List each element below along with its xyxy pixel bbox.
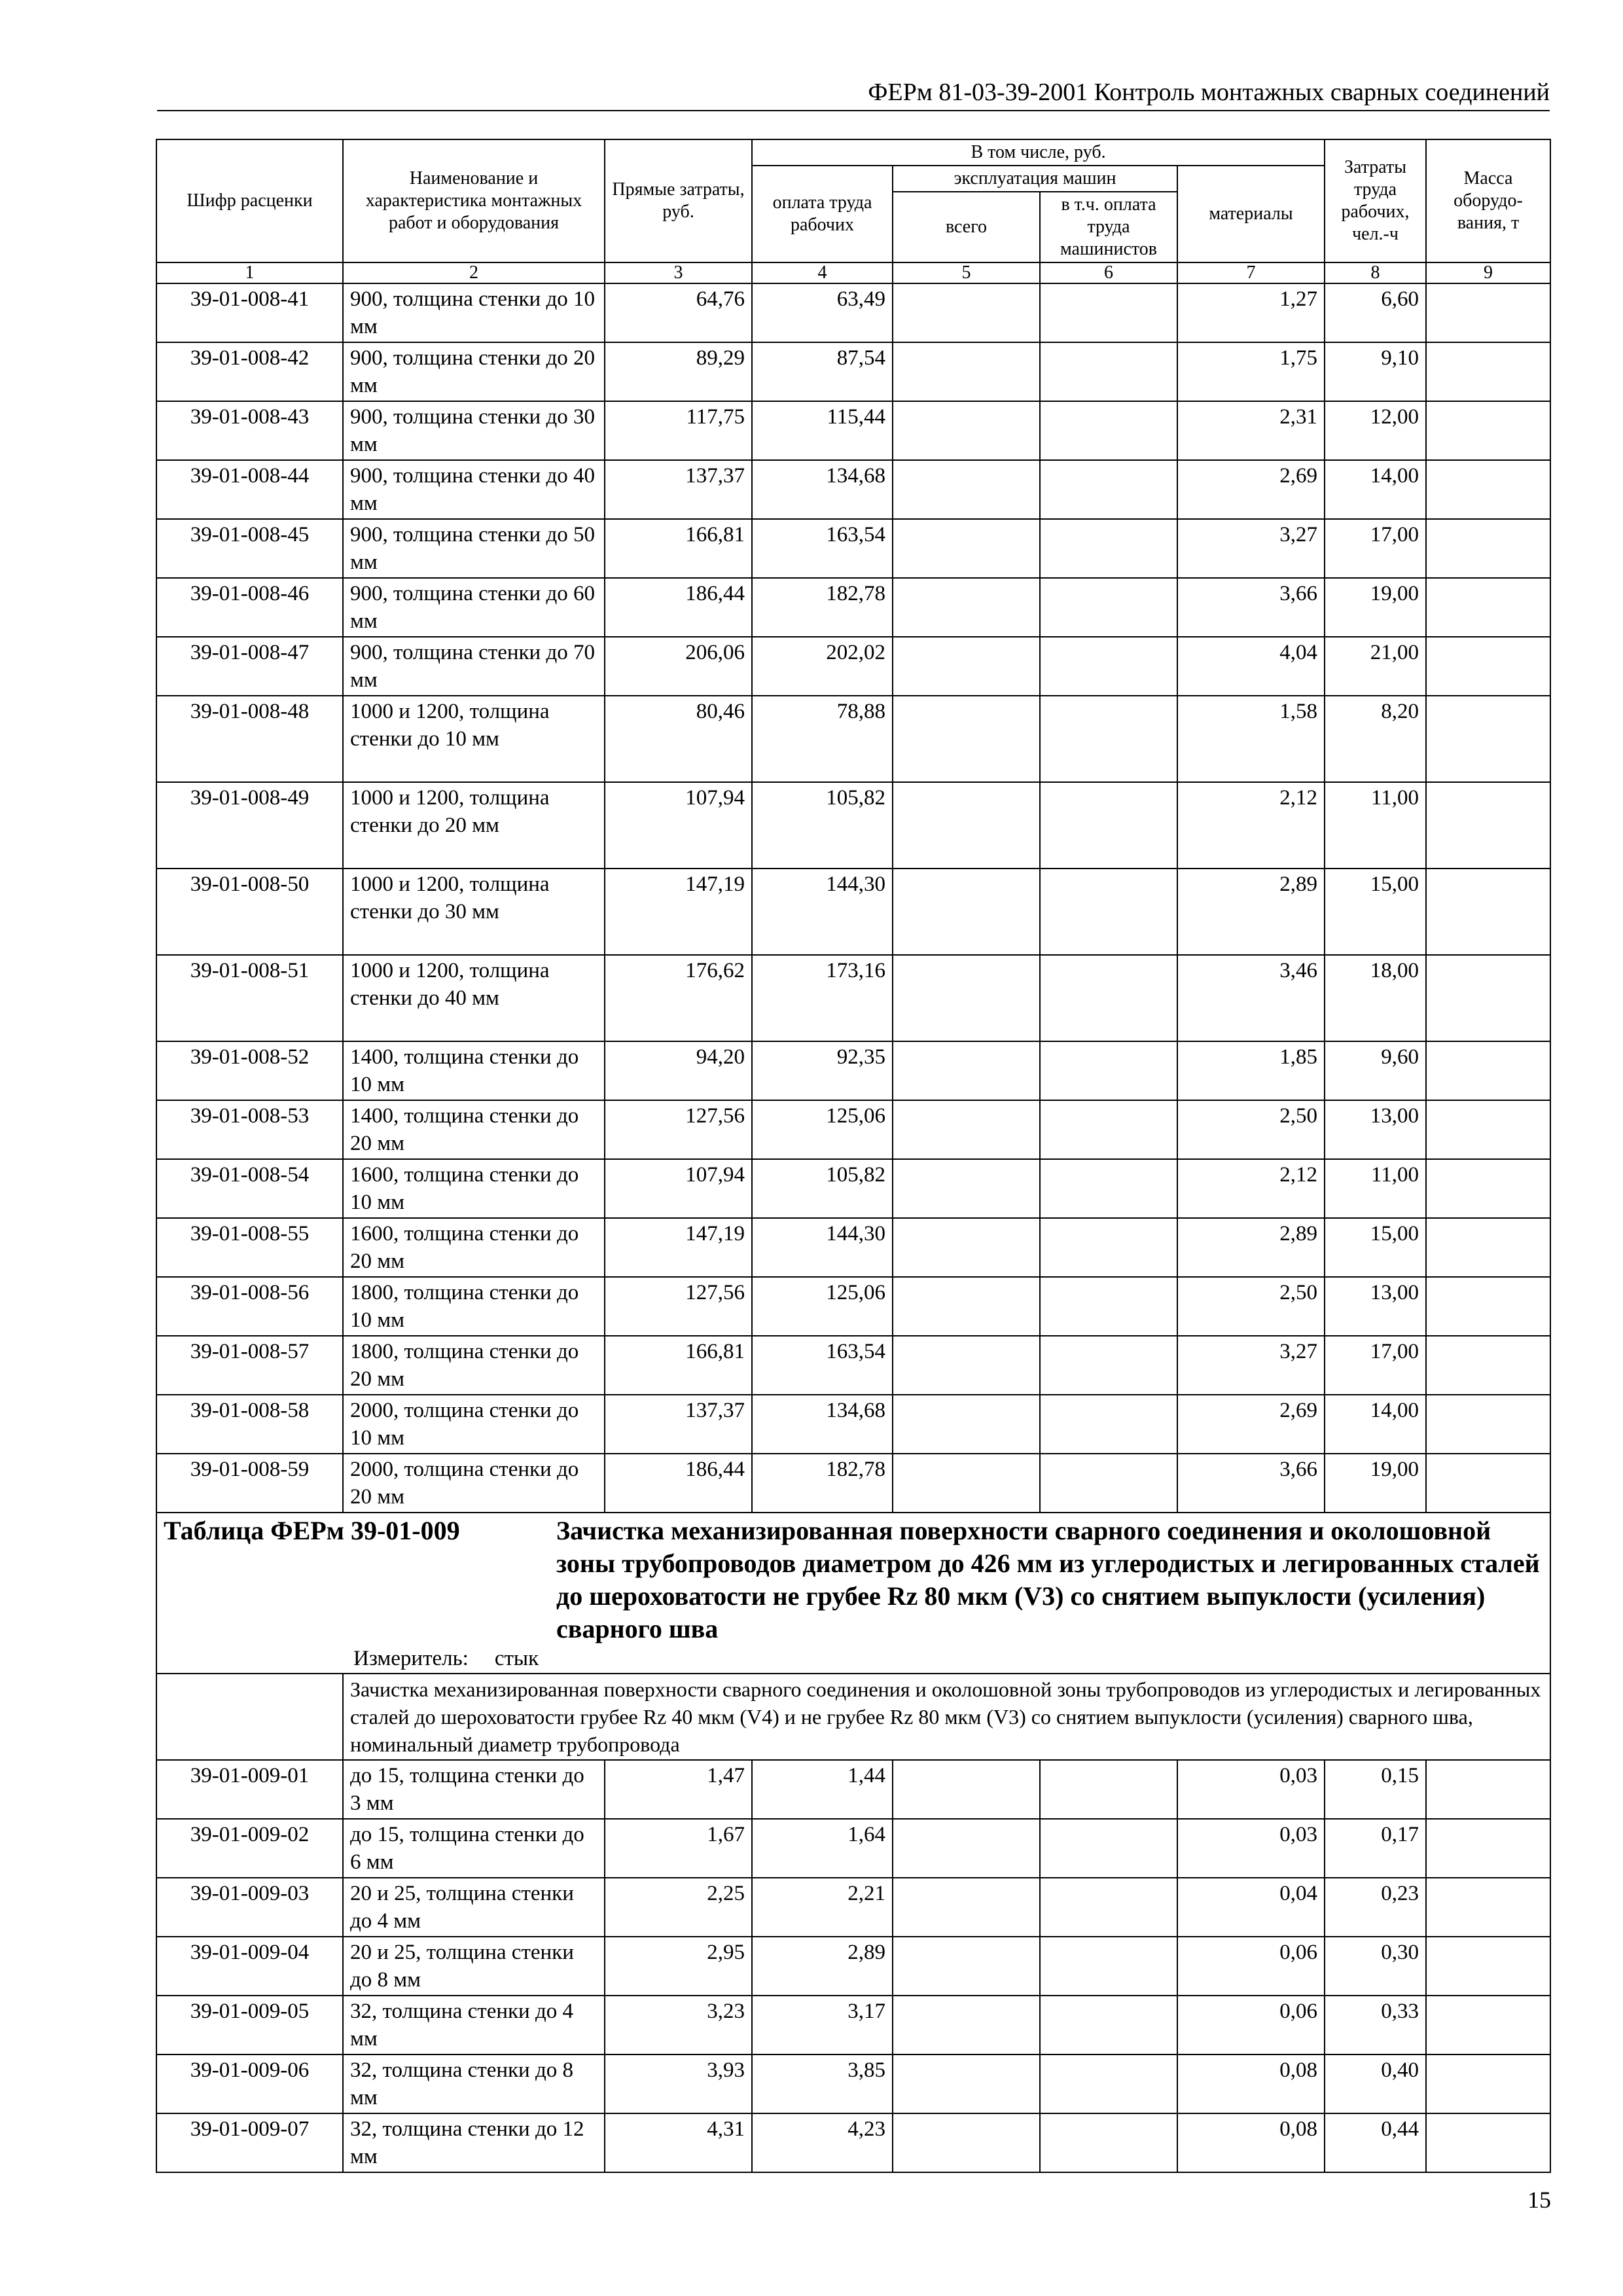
table-009-heading: [156, 1513, 1550, 1760]
labor-hours: 0,40: [1325, 2054, 1426, 2113]
work-name: до 15, толщина стенки до 3 мм: [343, 1760, 605, 1819]
materials: 3,66: [1177, 1454, 1325, 1513]
work-name: 1000 и 1200, толщина стенки до 10 мм: [343, 696, 605, 782]
equipment-mass: [1426, 578, 1550, 637]
rate-code: 39-01-008-47: [156, 637, 343, 696]
equipment-mass: [1426, 1041, 1550, 1100]
labor-hours: 14,00: [1325, 460, 1426, 519]
direct-costs: 206,06: [605, 637, 752, 696]
machine-total: [893, 1819, 1040, 1878]
work-name: 900, толщина стенки до 40 мм: [343, 460, 605, 519]
rate-code: 39-01-008-44: [156, 460, 343, 519]
materials: 2,69: [1177, 1395, 1325, 1454]
work-name: 1600, толщина стенки до 20 мм: [343, 1218, 605, 1277]
rate-code: 39-01-008-48: [156, 696, 343, 782]
machine-total: [893, 637, 1040, 696]
column-number: 6: [1040, 262, 1177, 283]
equipment-mass: [1426, 1996, 1550, 2054]
machine-labor: [1040, 1996, 1177, 2054]
page-number: 15: [1527, 2187, 1551, 2213]
direct-costs: 64,76: [605, 283, 752, 342]
materials: 3,66: [1177, 578, 1325, 637]
materials: 2,12: [1177, 782, 1325, 869]
labor-hours: 19,00: [1325, 1454, 1426, 1513]
equipment-mass: [1426, 460, 1550, 519]
direct-costs: 166,81: [605, 1336, 752, 1395]
direct-costs: 1,67: [605, 1819, 752, 1878]
labor-pay: 3,85: [752, 2054, 893, 2113]
work-name: 900, толщина стенки до 30 мм: [343, 401, 605, 460]
materials: 2,50: [1177, 1277, 1325, 1336]
machine-total: [893, 1760, 1040, 1819]
work-name: 900, толщина стенки до 20 мм: [343, 342, 605, 401]
labor-pay: 92,35: [752, 1041, 893, 1100]
column-number: 8: [1325, 262, 1426, 283]
table-row: [156, 578, 1550, 637]
header-code: Шифр расценки: [156, 139, 343, 262]
materials: 4,04: [1177, 637, 1325, 696]
labor-pay: 134,68: [752, 460, 893, 519]
column-number: 1: [156, 262, 343, 283]
rate-code: 39-01-008-50: [156, 869, 343, 955]
labor-pay: 115,44: [752, 401, 893, 460]
table-row: [156, 1454, 1550, 1513]
machine-total: [893, 1159, 1040, 1218]
machine-labor: [1040, 955, 1177, 1041]
direct-costs: 107,94: [605, 1159, 752, 1218]
labor-hours: 15,00: [1325, 869, 1426, 955]
work-name: 900, толщина стенки до 10 мм: [343, 283, 605, 342]
machine-labor: [1040, 1336, 1177, 1395]
table-row: [156, 1395, 1550, 1454]
header-labor-cost: Затраты труда рабочих, чел.-ч: [1325, 139, 1426, 262]
labor-pay: 144,30: [752, 869, 893, 955]
table-row: [156, 955, 1550, 1041]
table-row: [156, 2054, 1550, 2113]
materials: 2,89: [1177, 1218, 1325, 1277]
direct-costs: 137,37: [605, 1395, 752, 1454]
rate-code: 39-01-008-49: [156, 782, 343, 869]
equipment-mass: [1426, 1159, 1550, 1218]
machine-total: [893, 696, 1040, 782]
labor-pay: 144,30: [752, 1218, 893, 1277]
labor-hours: 14,00: [1325, 1395, 1426, 1454]
direct-costs: 176,62: [605, 955, 752, 1041]
table-009-id: Таблица ФЕРм 39-01-009: [164, 1516, 460, 1545]
materials: 2,31: [1177, 401, 1325, 460]
labor-hours: 13,00: [1325, 1277, 1426, 1336]
table-row: [156, 696, 1550, 782]
table-row: [156, 1937, 1550, 1996]
materials: 0,06: [1177, 1996, 1325, 2054]
equipment-mass: [1426, 955, 1550, 1041]
direct-costs: 186,44: [605, 578, 752, 637]
work-name: 1800, толщина стенки до 20 мм: [343, 1336, 605, 1395]
equipment-mass: [1426, 283, 1550, 342]
subcaption-code-cell: [156, 1674, 343, 1760]
work-name: 2000, толщина стенки до 20 мм: [343, 1454, 605, 1513]
table-009-caption: Зачистка механизированная поверхности сварного соединения и околошовной зоны трубопроводов диаметром до 426 мм из углеродистых и легированных сталей до шероховатости не грубее Rz 80 мкм (V3) со снятием выпуклости (усиления) сварного шва: [556, 1516, 1540, 1643]
table-009-subcaption: Зачистка механизированная поверхности сварного соединения и околошовной зоны трубопроводов из углеродистых и легированных сталей до шероховатости грубее Rz 40 мкм (V4) и не грубее Rz 80 мкм (V3) со снятием выпуклости (усиления) сварного шва, номинальный диаметр трубопровода: [343, 1674, 1550, 1760]
machine-labor: [1040, 1395, 1177, 1454]
machine-labor: [1040, 1454, 1177, 1513]
rates-table: [156, 139, 1551, 2173]
direct-costs: 127,56: [605, 1100, 752, 1159]
table-row: [156, 637, 1550, 696]
equipment-mass: [1426, 1336, 1550, 1395]
labor-pay: 125,06: [752, 1277, 893, 1336]
rate-code: 39-01-008-46: [156, 578, 343, 637]
machine-labor: [1040, 283, 1177, 342]
equipment-mass: [1426, 1277, 1550, 1336]
labor-pay: 2,21: [752, 1878, 893, 1937]
labor-pay: 4,23: [752, 2113, 893, 2172]
work-name: до 15, толщина стенки до 6 мм: [343, 1819, 605, 1878]
materials: 0,08: [1177, 2054, 1325, 2113]
labor-hours: 0,30: [1325, 1937, 1426, 1996]
column-number: 4: [752, 262, 893, 283]
equipment-mass: [1426, 696, 1550, 782]
rate-code: 39-01-008-43: [156, 401, 343, 460]
machine-total: [893, 1454, 1040, 1513]
work-name: 900, толщина стенки до 50 мм: [343, 519, 605, 578]
rate-code: 39-01-008-56: [156, 1277, 343, 1336]
machine-labor: [1040, 696, 1177, 782]
labor-pay: 78,88: [752, 696, 893, 782]
materials: 3,27: [1177, 1336, 1325, 1395]
table-row: [156, 1218, 1550, 1277]
labor-hours: 17,00: [1325, 519, 1426, 578]
labor-hours: 9,10: [1325, 342, 1426, 401]
machine-labor: [1040, 1218, 1177, 1277]
labor-hours: 9,60: [1325, 1041, 1426, 1100]
machine-total: [893, 1395, 1040, 1454]
header-machine-total: всего: [893, 192, 1040, 262]
unit-label: Измеритель:: [353, 1647, 469, 1670]
labor-hours: 11,00: [1325, 782, 1426, 869]
equipment-mass: [1426, 1218, 1550, 1277]
materials: 0,03: [1177, 1760, 1325, 1819]
labor-pay: 105,82: [752, 782, 893, 869]
machine-total: [893, 1937, 1040, 1996]
table-row: [156, 342, 1550, 401]
labor-pay: 182,78: [752, 578, 893, 637]
table-row: [156, 519, 1550, 578]
materials: 1,58: [1177, 696, 1325, 782]
labor-pay: 125,06: [752, 1100, 893, 1159]
column-number: 7: [1177, 262, 1325, 283]
table-row: [156, 460, 1550, 519]
labor-pay: 87,54: [752, 342, 893, 401]
equipment-mass: [1426, 1937, 1550, 1996]
work-name: 1400, толщина стенки до 10 мм: [343, 1041, 605, 1100]
rate-code: 39-01-009-05: [156, 1996, 343, 2054]
machine-labor: [1040, 342, 1177, 401]
labor-hours: 0,23: [1325, 1878, 1426, 1937]
labor-hours: 15,00: [1325, 1218, 1426, 1277]
table-row: [156, 1336, 1550, 1395]
labor-hours: 0,15: [1325, 1760, 1426, 1819]
rate-code: 39-01-008-42: [156, 342, 343, 401]
work-name: 900, толщина стенки до 70 мм: [343, 637, 605, 696]
labor-pay: 63,49: [752, 283, 893, 342]
work-name: 2000, толщина стенки до 10 мм: [343, 1395, 605, 1454]
equipment-mass: [1426, 2054, 1550, 2113]
running-header: ФЕРм 81-03-39-2001 Контроль монтажных сварных соединений: [157, 77, 1550, 111]
labor-hours: 8,20: [1325, 696, 1426, 782]
table-row: [156, 869, 1550, 955]
labor-hours: 0,44: [1325, 2113, 1426, 2172]
equipment-mass: [1426, 869, 1550, 955]
table-009-title-cell: [156, 1513, 1550, 1674]
labor-pay: 1,44: [752, 1760, 893, 1819]
materials: 2,50: [1177, 1100, 1325, 1159]
labor-hours: 11,00: [1325, 1159, 1426, 1218]
machine-labor: [1040, 1100, 1177, 1159]
table-row: [156, 1041, 1550, 1100]
rate-code: 39-01-009-04: [156, 1937, 343, 1996]
equipment-mass: [1426, 1760, 1550, 1819]
direct-costs: 147,19: [605, 1218, 752, 1277]
materials: 3,27: [1177, 519, 1325, 578]
labor-pay: 3,17: [752, 1996, 893, 2054]
labor-pay: 202,02: [752, 637, 893, 696]
rate-code: 39-01-009-01: [156, 1760, 343, 1819]
machine-total: [893, 1218, 1040, 1277]
direct-costs: 137,37: [605, 460, 752, 519]
labor-pay: 182,78: [752, 1454, 893, 1513]
work-name: 32, толщина стенки до 8 мм: [343, 2054, 605, 2113]
machine-total: [893, 519, 1040, 578]
equipment-mass: [1426, 1454, 1550, 1513]
machine-total: [893, 782, 1040, 869]
machine-labor: [1040, 1819, 1177, 1878]
materials: 0,08: [1177, 2113, 1325, 2172]
work-name: 900, толщина стенки до 60 мм: [343, 578, 605, 637]
direct-costs: 2,25: [605, 1878, 752, 1937]
table-row: [156, 1277, 1550, 1336]
rate-code: 39-01-008-53: [156, 1100, 343, 1159]
work-name: 1000 и 1200, толщина стенки до 40 мм: [343, 955, 605, 1041]
labor-hours: 12,00: [1325, 401, 1426, 460]
direct-costs: 4,31: [605, 2113, 752, 2172]
rate-code: 39-01-009-02: [156, 1819, 343, 1878]
work-name: 20 и 25, толщина стенки до 8 мм: [343, 1937, 605, 1996]
labor-hours: 0,17: [1325, 1819, 1426, 1878]
labor-hours: 21,00: [1325, 637, 1426, 696]
equipment-mass: [1426, 1878, 1550, 1937]
machine-labor: [1040, 1277, 1177, 1336]
equipment-mass: [1426, 401, 1550, 460]
labor-hours: 19,00: [1325, 578, 1426, 637]
machine-total: [893, 401, 1040, 460]
machine-total: [893, 1100, 1040, 1159]
table-row: [156, 1819, 1550, 1878]
column-number: 3: [605, 262, 752, 283]
column-number-row: [156, 262, 1550, 283]
table-row: [156, 1996, 1550, 2054]
materials: 1,75: [1177, 342, 1325, 401]
machine-total: [893, 342, 1040, 401]
column-number: 2: [343, 262, 605, 283]
machine-labor: [1040, 519, 1177, 578]
equipment-mass: [1426, 519, 1550, 578]
equipment-mass: [1426, 342, 1550, 401]
machine-labor: [1040, 578, 1177, 637]
machine-labor: [1040, 401, 1177, 460]
table-row: [156, 1878, 1550, 1937]
machine-total: [893, 955, 1040, 1041]
rate-code: 39-01-008-45: [156, 519, 343, 578]
machine-total: [893, 1996, 1040, 2054]
header-equipment-mass: Масса оборудо-вания, т: [1426, 139, 1550, 262]
materials: 2,69: [1177, 460, 1325, 519]
direct-costs: 2,95: [605, 1937, 752, 1996]
labor-hours: 17,00: [1325, 1336, 1426, 1395]
header-labor-pay: оплата труда рабочих: [752, 166, 893, 262]
work-name: 1800, толщина стенки до 10 мм: [343, 1277, 605, 1336]
labor-pay: 1,64: [752, 1819, 893, 1878]
direct-costs: 1,47: [605, 1760, 752, 1819]
labor-pay: 134,68: [752, 1395, 893, 1454]
table-row: [156, 2113, 1550, 2172]
rate-code: 39-01-008-58: [156, 1395, 343, 1454]
machine-labor: [1040, 1937, 1177, 1996]
column-number: 9: [1426, 262, 1550, 283]
machine-labor: [1040, 1760, 1177, 1819]
machine-labor: [1040, 869, 1177, 955]
rate-code: 39-01-008-59: [156, 1454, 343, 1513]
machine-total: [893, 2054, 1040, 2113]
materials: 0,04: [1177, 1878, 1325, 1937]
labor-pay: 163,54: [752, 519, 893, 578]
equipment-mass: [1426, 1100, 1550, 1159]
machine-total: [893, 578, 1040, 637]
machine-total: [893, 1277, 1040, 1336]
direct-costs: 117,75: [605, 401, 752, 460]
rate-code: 39-01-008-51: [156, 955, 343, 1041]
table-009-body: [156, 1760, 1550, 2172]
rate-code: 39-01-008-54: [156, 1159, 343, 1218]
table-row: [156, 283, 1550, 342]
table-row: [156, 1159, 1550, 1218]
rate-code: 39-01-008-55: [156, 1218, 343, 1277]
materials: 2,12: [1177, 1159, 1325, 1218]
direct-costs: 147,19: [605, 869, 752, 955]
machine-labor: [1040, 1878, 1177, 1937]
header-materials: материалы: [1177, 166, 1325, 262]
direct-costs: 127,56: [605, 1277, 752, 1336]
machine-labor: [1040, 1041, 1177, 1100]
header-machine-operation: эксплуатация машин: [893, 166, 1177, 192]
machine-labor: [1040, 460, 1177, 519]
labor-pay: 105,82: [752, 1159, 893, 1218]
labor-hours: 6,60: [1325, 283, 1426, 342]
machine-total: [893, 460, 1040, 519]
direct-costs: 89,29: [605, 342, 752, 401]
table-008-body: [156, 283, 1550, 1513]
equipment-mass: [1426, 2113, 1550, 2172]
materials: 0,03: [1177, 1819, 1325, 1878]
equipment-mass: [1426, 1819, 1550, 1878]
machine-total: [893, 283, 1040, 342]
labor-pay: 163,54: [752, 1336, 893, 1395]
rate-code: 39-01-009-06: [156, 2054, 343, 2113]
direct-costs: 166,81: [605, 519, 752, 578]
labor-hours: 18,00: [1325, 955, 1426, 1041]
machine-total: [893, 1041, 1040, 1100]
work-name: 32, толщина стенки до 12 мм: [343, 2113, 605, 2172]
direct-costs: 3,23: [605, 1996, 752, 2054]
materials: 1,27: [1177, 283, 1325, 342]
direct-costs: 80,46: [605, 696, 752, 782]
work-name: 1000 и 1200, толщина стенки до 20 мм: [343, 782, 605, 869]
labor-hours: 0,33: [1325, 1996, 1426, 2054]
work-name: 1600, толщина стенки до 10 мм: [343, 1159, 605, 1218]
machine-total: [893, 1336, 1040, 1395]
direct-costs: 94,20: [605, 1041, 752, 1100]
machine-total: [893, 2113, 1040, 2172]
machine-labor: [1040, 637, 1177, 696]
table-row: [156, 1760, 1550, 1819]
unit-value: стык: [494, 1647, 539, 1670]
work-name: 1400, толщина стенки до 20 мм: [343, 1100, 605, 1159]
direct-costs: 186,44: [605, 1454, 752, 1513]
equipment-mass: [1426, 637, 1550, 696]
labor-pay: 2,89: [752, 1937, 893, 1996]
labor-pay: 173,16: [752, 955, 893, 1041]
work-name: 32, толщина стенки до 4 мм: [343, 1996, 605, 2054]
machine-labor: [1040, 2054, 1177, 2113]
rate-code: 39-01-008-57: [156, 1336, 343, 1395]
equipment-mass: [1426, 782, 1550, 869]
materials: 2,89: [1177, 869, 1325, 955]
header-name: Наименование и характеристика монтажных работ и оборудования: [343, 139, 605, 262]
machine-labor: [1040, 782, 1177, 869]
direct-costs: 107,94: [605, 782, 752, 869]
machine-total: [893, 1878, 1040, 1937]
materials: 0,06: [1177, 1937, 1325, 1996]
labor-hours: 13,00: [1325, 1100, 1426, 1159]
work-name: 20 и 25, толщина стенки до 4 мм: [343, 1878, 605, 1937]
unit-line: [164, 1645, 1543, 1672]
rate-code: 39-01-009-03: [156, 1878, 343, 1937]
equipment-mass: [1426, 1395, 1550, 1454]
machine-labor: [1040, 1159, 1177, 1218]
work-name: 1000 и 1200, толщина стенки до 30 мм: [343, 869, 605, 955]
table-row: [156, 782, 1550, 869]
materials: 1,85: [1177, 1041, 1325, 1100]
table-row: [156, 401, 1550, 460]
machine-total: [893, 869, 1040, 955]
rate-code: 39-01-008-52: [156, 1041, 343, 1100]
machine-labor: [1040, 2113, 1177, 2172]
direct-costs: 3,93: [605, 2054, 752, 2113]
table-row: [156, 1100, 1550, 1159]
rate-code: 39-01-008-41: [156, 283, 343, 342]
rate-code: 39-01-009-07: [156, 2113, 343, 2172]
header-including: В том числе, руб.: [752, 139, 1325, 166]
column-number: 5: [893, 262, 1040, 283]
materials: 3,46: [1177, 955, 1325, 1041]
header-direct-costs: Прямые затраты, руб.: [605, 139, 752, 262]
header-machine-labor: в т.ч. оплата труда машинистов: [1040, 192, 1177, 262]
